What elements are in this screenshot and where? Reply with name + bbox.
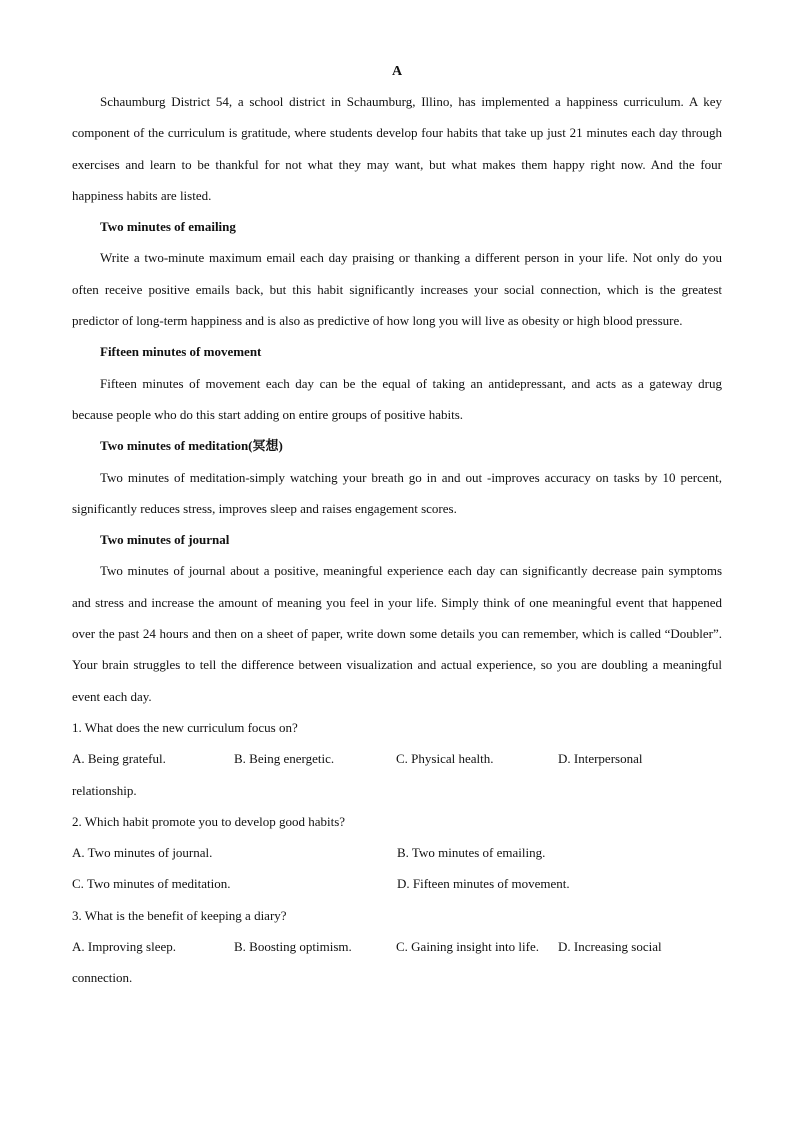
habit-heading-emailing: Two minutes of emailing [100, 219, 236, 235]
question-2-stem: 2. Which habit promote you to develop good habits? [72, 813, 346, 829]
habit-text-meditation: Two minutes of meditation-simply watching your breath go in and out -improves accuracy on tasks by 10 percent, significantly reduces stress, improves sleep and raises engagement scores. [72, 469, 722, 516]
question-2-options-row-2 [72, 868, 722, 899]
question-3-option-c[interactable]: C. Gaining insight into life. [396, 939, 539, 955]
question-1-option-d[interactable]: D. Interpersonal [558, 751, 643, 767]
habit-text-movement: Fifteen minutes of movement each day can be the equal of taking an antidepressant, and acts as a gateway drug because people who do this start adding on entire groups of positive habits. [72, 375, 722, 422]
habit-heading-journal: Two minutes of journal [100, 532, 230, 548]
question-3-options [72, 931, 722, 962]
question-3-option-d-continuation: connection. [72, 970, 133, 986]
question-3-option-a[interactable]: A. Improving sleep. [72, 939, 176, 955]
question-2-options-row-1 [72, 837, 722, 868]
habit-heading-movement: Fifteen minutes of movement [100, 344, 262, 360]
question-1-option-d-continuation: relationship. [72, 782, 137, 798]
question-3-option-d[interactable]: D. Increasing social [558, 939, 662, 955]
question-1-option-c[interactable]: C. Physical health. [396, 751, 494, 767]
question-1-option-a[interactable]: A. Being grateful. [72, 751, 166, 767]
question-2-option-d[interactable]: D. Fifteen minutes of movement. [397, 876, 570, 892]
question-1-stem: 1. What does the new curriculum focus on? [72, 719, 298, 735]
habit-text-emailing: Write a two-minute maximum email each day praising or thanking a different person in your life. Not only do you often receive positive emails back, but this habit significantly increases your social connection, which is the greatest predictor of long-term happiness and is also as predictive of how long you will live as obesity or high blood pressure. [72, 250, 722, 329]
question-1-options [72, 743, 722, 774]
question-2-option-c[interactable]: C. Two minutes of meditation. [72, 876, 231, 892]
question-1-option-b[interactable]: B. Being energetic. [234, 751, 335, 767]
habit-heading-meditation: Two minutes of meditation(冥想) [100, 438, 283, 454]
intro-paragraph: Schaumburg District 54, a school district in Schaumburg, Illino, has implemented a happiness curriculum. A key component of the curriculum is gratitude, where students develop four habits that take up just 21 minutes each day through exercises and learn to be thankful for not what they may want, but what makes them happy right now. And the four happiness habits are listed. [72, 94, 722, 203]
question-2-option-b[interactable]: B. Two minutes of emailing. [397, 845, 546, 861]
habit-text-journal: Two minutes of journal about a positive, meaningful experience each day can significantly decrease pain symptoms and stress and increase the amount of meaning you feel in your life. Simply think of one meaningful event that happened over the past 24 hours and then on a sheet of paper, write down some details you can remember, which is called “Doubler”. Your brain struggles to tell the difference between visualization and actual experience, so you are doubling a meaningful event each day. [72, 563, 722, 704]
passage-content [72, 86, 722, 994]
question-3-stem: 3. What is the benefit of keeping a diary? [72, 907, 287, 923]
section-title: A [391, 64, 403, 79]
question-2-option-a[interactable]: A. Two minutes of journal. [72, 845, 213, 861]
question-3-option-b[interactable]: B. Boosting optimism. [234, 939, 352, 955]
